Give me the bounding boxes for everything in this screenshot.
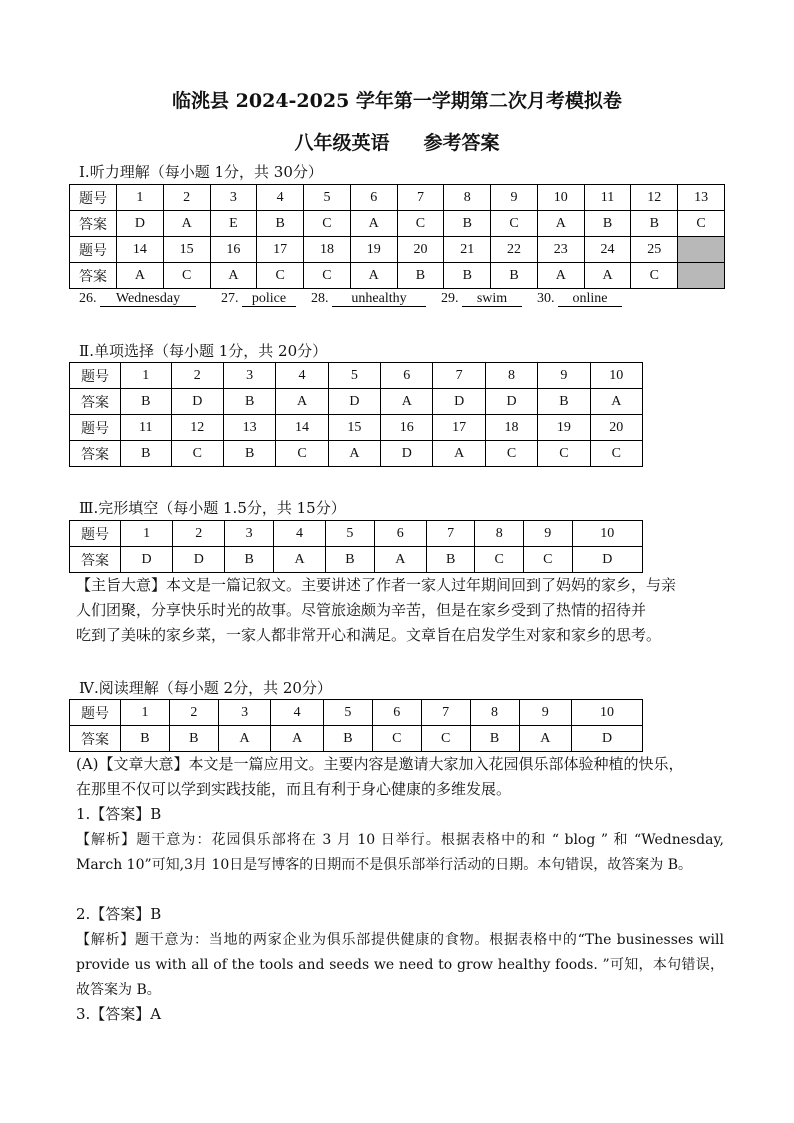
answer-cell: C [304, 211, 351, 237]
reading-summary-line: 在那里不仅可以学到实践技能，而且有利于身心健康的多维发展。 [76, 780, 512, 798]
fill-answer: unhealthy [332, 291, 426, 307]
question-number: 10 [572, 521, 642, 547]
question-number: 4 [273, 521, 325, 547]
question-number: 20 [590, 415, 642, 441]
question-number: 6 [381, 363, 433, 389]
question-number: 5 [323, 700, 372, 726]
table-row [70, 185, 725, 211]
answer-cell: A [537, 211, 584, 237]
table-row [70, 441, 643, 467]
answer-cell: A [519, 726, 572, 752]
answer-cell: C [485, 441, 537, 467]
answer-cell: D [171, 389, 223, 415]
question-number: 11 [584, 185, 631, 211]
answer-cell: B [444, 211, 491, 237]
answer-cell: C [304, 263, 351, 289]
question-number: 2 [171, 363, 223, 389]
answer-cell: B [397, 263, 444, 289]
single-choice-heading: Ⅱ.单项选择（每小题 1分，共 20分） [79, 342, 328, 360]
explanation-2: 【解析】题干意为：当地的两家企业为俱乐部提供健康的食物。根据表格中的“The businesses will provide us with all of the tools and seeds we need to grow healthy foods. ”可知，本句错误， 故答案为 B。 [76, 932, 724, 998]
answer-2: 2.【答案】B [76, 905, 162, 923]
answer-cell: D [173, 547, 225, 573]
table-row [70, 700, 643, 726]
question-label: 题号 [70, 237, 117, 263]
question-number: 14 [276, 415, 328, 441]
question-number: 4 [276, 363, 328, 389]
document-subtitle [0, 128, 794, 155]
table-row [70, 389, 643, 415]
fill-in-answers [79, 291, 622, 307]
question-number: 10 [590, 363, 642, 389]
question-number: 12 [171, 415, 223, 441]
question-number: 15 [163, 237, 210, 263]
question-number: 3 [210, 185, 257, 211]
question-number: 7 [397, 185, 444, 211]
cloze-summary-line: 【主旨大意】本文是一篇记叙文。主要讲述了作者一家人过年期间回到了妈妈的家乡，与亲 [76, 576, 677, 594]
fill-answer: online [558, 291, 622, 307]
answer-cell: C [372, 726, 421, 752]
question-number: 18 [485, 415, 537, 441]
question-number: 3 [223, 363, 275, 389]
question-number: 3 [225, 521, 274, 547]
reading-table [69, 699, 643, 752]
question-number: 7 [433, 363, 485, 389]
answer-cell: B [121, 441, 172, 467]
question-number: 15 [328, 415, 380, 441]
answer-cell: D [572, 726, 643, 752]
answer-cell: A [218, 726, 271, 752]
question-number: 6 [374, 521, 426, 547]
question-number: 2 [169, 700, 218, 726]
fill-number: 27. [221, 291, 239, 306]
question-label: 题号 [70, 363, 121, 389]
answer-3: 3.【答案】A [76, 1005, 162, 1023]
answer-cell: A [537, 263, 584, 289]
question-number: 18 [304, 237, 351, 263]
answer-cell: A [117, 263, 164, 289]
answer-cell: A [433, 441, 485, 467]
answer-cell: B [121, 726, 170, 752]
question-number: 6 [372, 700, 421, 726]
answer-cell: B [223, 389, 275, 415]
question-number: 22 [491, 237, 538, 263]
question-number: 8 [444, 185, 491, 211]
answer-cell: A [271, 726, 324, 752]
answer-cell: B [223, 441, 275, 467]
question-number: 1 [121, 521, 173, 547]
answer-cell: B [257, 211, 304, 237]
answer-cell: B [538, 389, 590, 415]
answer-cell: D [381, 441, 433, 467]
question-number: 8 [470, 700, 519, 726]
table-row [70, 547, 643, 573]
question-number: 9 [524, 521, 573, 547]
question-number: 9 [538, 363, 590, 389]
answer-label: 答案 [70, 547, 121, 573]
answer-cell: B [169, 726, 218, 752]
empty-shaded-cell [678, 263, 725, 289]
answer-cell: D [433, 389, 485, 415]
fill-answer: Wednesday [100, 291, 196, 307]
question-label: 题号 [70, 185, 117, 211]
cloze-table [69, 520, 643, 573]
answer-cell: C [631, 263, 678, 289]
question-number: 5 [326, 521, 375, 547]
answer-cell: B [323, 726, 372, 752]
answer-cell: C [276, 441, 328, 467]
question-label: 题号 [70, 700, 121, 726]
answer-cell: C [171, 441, 223, 467]
answer-cell: B [444, 263, 491, 289]
reading-heading: Ⅳ.阅读理解（每小题 2分，共 20分） [79, 679, 332, 697]
answer-label: 答案 [70, 389, 121, 415]
table-row [70, 415, 643, 441]
answer-cell: D [121, 547, 173, 573]
answer-cell: C [491, 211, 538, 237]
question-number: 5 [304, 185, 351, 211]
answer-cell: A [328, 441, 380, 467]
answer-label: 答案 [70, 441, 121, 467]
answer-cell: A [163, 211, 210, 237]
fill-answer: police [242, 291, 296, 307]
question-number: 16 [381, 415, 433, 441]
empty-shaded-cell [678, 237, 725, 263]
fill-answer: swim [462, 291, 522, 307]
answer-cell: B [631, 211, 678, 237]
single-choice-table [69, 362, 643, 467]
question-number: 7 [421, 700, 470, 726]
question-number: 6 [350, 185, 397, 211]
question-number: 8 [485, 363, 537, 389]
answer-cell: C [421, 726, 470, 752]
answer-cell: C [163, 263, 210, 289]
question-number: 7 [426, 521, 475, 547]
answer-cell: D [485, 389, 537, 415]
answer-label: 答案 [70, 263, 117, 289]
answer-cell: A [350, 263, 397, 289]
listening-heading: Ⅰ.听力理解（每小题 1分，共 30分） [79, 163, 323, 181]
question-number: 4 [257, 185, 304, 211]
answer-cell: A [584, 263, 631, 289]
question-number: 4 [271, 700, 324, 726]
answer-cell: A [350, 211, 397, 237]
question-number: 2 [163, 185, 210, 211]
question-number: 13 [223, 415, 275, 441]
subtitle-answer-key: 参考答案 [423, 132, 500, 154]
question-number: 9 [519, 700, 572, 726]
table-row [70, 211, 725, 237]
question-number: 25 [631, 237, 678, 263]
table-row [70, 521, 643, 547]
answer-cell: E [210, 211, 257, 237]
question-number: 12 [631, 185, 678, 211]
table-row [70, 726, 643, 752]
question-number: 2 [173, 521, 225, 547]
question-number: 14 [117, 237, 164, 263]
answer-cell: C [475, 547, 524, 573]
subtitle-grade: 八年级英语 [294, 132, 390, 154]
question-label: 题号 [70, 415, 121, 441]
cloze-heading: Ⅲ.完形填空（每小题 1.5分，共 15分） [79, 499, 346, 517]
answer-cell: D [328, 389, 380, 415]
reading-summary-line: (A)【文章大意】本文是一篇应用文。主要内容是邀请大家加入花园俱乐部体验种植的快乐， [76, 755, 684, 773]
fill-number: 30. [537, 291, 555, 306]
question-number: 9 [491, 185, 538, 211]
fill-number: 28. [311, 291, 329, 306]
question-number: 1 [121, 700, 170, 726]
question-number: 17 [433, 415, 485, 441]
question-number: 1 [121, 363, 172, 389]
question-number: 16 [210, 237, 257, 263]
answer-cell: D [117, 211, 164, 237]
answer-cell: B [426, 547, 475, 573]
answer-cell: A [276, 389, 328, 415]
answer-cell: C [538, 441, 590, 467]
answer-cell: C [397, 211, 444, 237]
question-number: 23 [537, 237, 584, 263]
question-number: 10 [572, 700, 643, 726]
question-number: 3 [218, 700, 271, 726]
answer-cell: C [590, 441, 642, 467]
question-number: 20 [397, 237, 444, 263]
answer-cell: C [524, 547, 573, 573]
answer-cell: B [326, 547, 375, 573]
answer-cell: A [273, 547, 325, 573]
answer-cell: B [584, 211, 631, 237]
cloze-summary-line: 人们团聚，分享快乐时光的故事。尽管旅途颇为辛苦，但是在家乡受到了热情的招待并 [76, 601, 647, 619]
question-number: 17 [257, 237, 304, 263]
answer-cell: A [210, 263, 257, 289]
question-number: 13 [678, 185, 725, 211]
answer-cell: A [374, 547, 426, 573]
question-number: 8 [475, 521, 524, 547]
cloze-summary-line: 吃到了美味的家乡菜，一家人都非常开心和满足。文章旨在启发学生对家和家乡的思考。 [76, 626, 662, 644]
table-row [70, 237, 725, 263]
question-number: 11 [121, 415, 172, 441]
answer-cell: A [381, 389, 433, 415]
answer-cell: B [225, 547, 274, 573]
answer-label: 答案 [70, 726, 121, 752]
answer-cell: B [491, 263, 538, 289]
fill-number: 26. [79, 291, 97, 306]
question-number: 21 [444, 237, 491, 263]
question-number: 10 [537, 185, 584, 211]
question-number: 24 [584, 237, 631, 263]
question-number: 19 [350, 237, 397, 263]
question-number: 5 [328, 363, 380, 389]
answer-cell: C [678, 211, 725, 237]
answer-label: 答案 [70, 211, 117, 237]
answer-cell: B [121, 389, 172, 415]
answer-cell: C [257, 263, 304, 289]
question-number: 1 [117, 185, 164, 211]
table-row [70, 263, 725, 289]
document-title: 临洮县 2024-2025 学年第一学期第二次月考模拟卷 [172, 90, 622, 112]
answer-cell: B [470, 726, 519, 752]
table-row [70, 363, 643, 389]
answer-1: 1.【答案】B [76, 805, 162, 823]
fill-number: 29. [441, 291, 459, 306]
question-label: 题号 [70, 521, 121, 547]
question-number: 19 [538, 415, 590, 441]
explanation-1: 【解析】题干意为：花园俱乐部将在 3 月 10 日举行。根据表格中的和 “ blog ” 和 “Wednesday, March 10”可知,3月 10日是写博客的日期而不是俱乐部举行活动的日期。本句错误，故答案为 B。 [76, 832, 724, 873]
answer-cell: D [572, 547, 642, 573]
answer-cell: A [590, 389, 642, 415]
listening-table [69, 184, 725, 289]
